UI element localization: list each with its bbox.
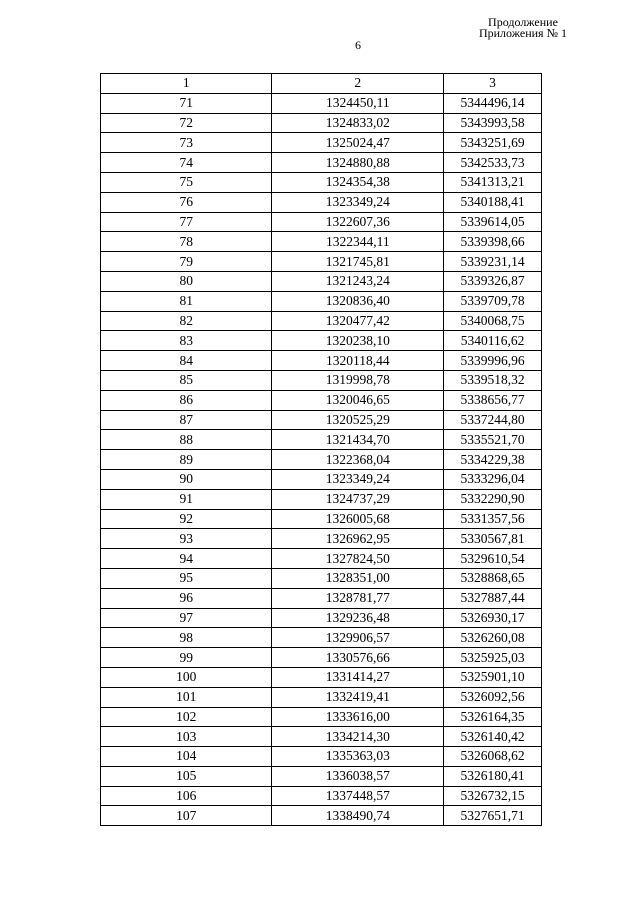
point-number-cell: 93 (101, 529, 272, 549)
x-coordinate-cell: 1337448,57 (272, 786, 444, 806)
point-number-cell: 106 (101, 786, 272, 806)
y-coordinate-cell: 5327887,44 (444, 588, 542, 608)
x-coordinate-cell: 1331414,27 (272, 667, 444, 687)
table-row (101, 192, 542, 212)
x-coordinate-cell: 1329906,57 (272, 628, 444, 648)
y-coordinate-cell: 5343993,58 (444, 113, 542, 133)
point-number-cell: 78 (101, 232, 272, 252)
table-row (101, 608, 542, 628)
table-row (101, 568, 542, 588)
point-number-cell: 96 (101, 588, 272, 608)
point-number-cell: 77 (101, 212, 272, 232)
x-coordinate-cell: 1324833,02 (272, 113, 444, 133)
point-number-cell: 86 (101, 390, 272, 410)
table-row (101, 707, 542, 727)
x-coordinate-cell: 1325024,47 (272, 133, 444, 153)
x-coordinate-cell: 1328781,77 (272, 588, 444, 608)
y-coordinate-cell: 5326930,17 (444, 608, 542, 628)
table-row (101, 113, 542, 133)
note-line-2: Приложения № 1 (478, 26, 568, 40)
x-coordinate-cell: 1323349,24 (272, 192, 444, 212)
y-coordinate-cell: 5337244,80 (444, 410, 542, 430)
point-number-cell: 95 (101, 568, 272, 588)
y-coordinate-cell: 5326068,62 (444, 747, 542, 767)
x-coordinate-cell: 1324737,29 (272, 489, 444, 509)
x-coordinate-cell: 1321243,24 (272, 271, 444, 291)
point-number-cell: 76 (101, 192, 272, 212)
y-coordinate-cell: 5339709,78 (444, 291, 542, 311)
point-number-cell: 71 (101, 93, 272, 113)
table-row (101, 766, 542, 786)
point-number-cell: 73 (101, 133, 272, 153)
y-coordinate-cell: 5332290,90 (444, 489, 542, 509)
x-coordinate-cell: 1335363,03 (272, 747, 444, 767)
table-row (101, 450, 542, 470)
x-coordinate-cell: 1332419,41 (272, 687, 444, 707)
table-row (101, 430, 542, 450)
point-number-cell: 72 (101, 113, 272, 133)
x-coordinate-cell: 1319998,78 (272, 370, 444, 390)
point-number-cell: 82 (101, 311, 272, 331)
x-coordinate-cell: 1329236,48 (272, 608, 444, 628)
y-coordinate-cell: 5329610,54 (444, 549, 542, 569)
table-row (101, 529, 542, 549)
column-header: 1 (101, 74, 272, 94)
point-number-cell: 97 (101, 608, 272, 628)
table-row (101, 390, 542, 410)
table-row (101, 469, 542, 489)
point-number-cell: 102 (101, 707, 272, 727)
y-coordinate-cell: 5339231,14 (444, 252, 542, 272)
y-coordinate-cell: 5328868,65 (444, 568, 542, 588)
point-number-cell: 74 (101, 153, 272, 173)
table-row (101, 252, 542, 272)
table-row (101, 687, 542, 707)
x-coordinate-cell: 1324354,38 (272, 172, 444, 192)
y-coordinate-cell: 5326260,08 (444, 628, 542, 648)
x-coordinate-cell: 1336038,57 (272, 766, 444, 786)
table-header-row (101, 74, 542, 94)
column-header: 3 (444, 74, 542, 94)
table-row (101, 351, 542, 371)
table-row (101, 628, 542, 648)
table-row (101, 806, 542, 826)
y-coordinate-cell: 5326732,15 (444, 786, 542, 806)
y-coordinate-cell: 5330567,81 (444, 529, 542, 549)
x-coordinate-cell: 1320118,44 (272, 351, 444, 371)
table-row (101, 588, 542, 608)
x-coordinate-cell: 1326005,68 (272, 509, 444, 529)
y-coordinate-cell: 5326092,56 (444, 687, 542, 707)
y-coordinate-cell: 5333296,04 (444, 469, 542, 489)
y-coordinate-cell: 5325925,03 (444, 648, 542, 668)
note-line-1: Продолжение (488, 15, 558, 29)
table-row (101, 509, 542, 529)
x-coordinate-cell: 1328351,00 (272, 568, 444, 588)
point-number-cell: 75 (101, 172, 272, 192)
table-row (101, 331, 542, 351)
table-row (101, 271, 542, 291)
x-coordinate-cell: 1322344,11 (272, 232, 444, 252)
point-number-cell: 100 (101, 667, 272, 687)
x-coordinate-cell: 1326962,95 (272, 529, 444, 549)
y-coordinate-cell: 5339326,87 (444, 271, 542, 291)
table-row (101, 648, 542, 668)
point-number-cell: 98 (101, 628, 272, 648)
y-coordinate-cell: 5334229,38 (444, 450, 542, 470)
table-row (101, 410, 542, 430)
point-number-cell: 83 (101, 331, 272, 351)
y-coordinate-cell: 5327651,71 (444, 806, 542, 826)
x-coordinate-cell: 1320238,10 (272, 331, 444, 351)
y-coordinate-cell: 5326140,42 (444, 727, 542, 747)
point-number-cell: 104 (101, 747, 272, 767)
point-number-cell: 107 (101, 806, 272, 826)
table-row (101, 747, 542, 767)
y-coordinate-cell: 5339996,96 (444, 351, 542, 371)
point-number-cell: 89 (101, 450, 272, 470)
table-row (101, 212, 542, 232)
page-number: 6 (355, 38, 361, 52)
y-coordinate-cell: 5340068,75 (444, 311, 542, 331)
table-row (101, 311, 542, 331)
table-body (101, 93, 542, 825)
table-row (101, 153, 542, 173)
appendix-continuation-note (458, 17, 588, 39)
table-row (101, 291, 542, 311)
y-coordinate-cell: 5340116,62 (444, 331, 542, 351)
y-coordinate-cell: 5338656,77 (444, 390, 542, 410)
table-row (101, 549, 542, 569)
x-coordinate-cell: 1320477,42 (272, 311, 444, 331)
point-number-cell: 87 (101, 410, 272, 430)
y-coordinate-cell: 5335521,70 (444, 430, 542, 450)
point-number-cell: 94 (101, 549, 272, 569)
point-number-cell: 91 (101, 489, 272, 509)
x-coordinate-cell: 1322607,36 (272, 212, 444, 232)
y-coordinate-cell: 5339398,66 (444, 232, 542, 252)
x-coordinate-cell: 1338490,74 (272, 806, 444, 826)
point-number-cell: 101 (101, 687, 272, 707)
coordinates-table (100, 73, 542, 826)
y-coordinate-cell: 5339614,05 (444, 212, 542, 232)
x-coordinate-cell: 1320046,65 (272, 390, 444, 410)
table-row (101, 667, 542, 687)
table-row (101, 370, 542, 390)
table-row (101, 133, 542, 153)
x-coordinate-cell: 1320525,29 (272, 410, 444, 430)
table-row (101, 489, 542, 509)
x-coordinate-cell: 1322368,04 (272, 450, 444, 470)
point-number-cell: 85 (101, 370, 272, 390)
table-row (101, 727, 542, 747)
x-coordinate-cell: 1324880,88 (272, 153, 444, 173)
x-coordinate-cell: 1323349,24 (272, 469, 444, 489)
column-header: 2 (272, 74, 444, 94)
point-number-cell: 105 (101, 766, 272, 786)
y-coordinate-cell: 5344496,14 (444, 93, 542, 113)
y-coordinate-cell: 5325901,10 (444, 667, 542, 687)
table-row (101, 172, 542, 192)
x-coordinate-cell: 1330576,66 (272, 648, 444, 668)
table-row (101, 93, 542, 113)
point-number-cell: 92 (101, 509, 272, 529)
x-coordinate-cell: 1333616,00 (272, 707, 444, 727)
point-number-cell: 80 (101, 271, 272, 291)
y-coordinate-cell: 5326180,41 (444, 766, 542, 786)
x-coordinate-cell: 1334214,30 (272, 727, 444, 747)
table-row (101, 232, 542, 252)
y-coordinate-cell: 5341313,21 (444, 172, 542, 192)
x-coordinate-cell: 1321434,70 (272, 430, 444, 450)
y-coordinate-cell: 5339518,32 (444, 370, 542, 390)
y-coordinate-cell: 5326164,35 (444, 707, 542, 727)
x-coordinate-cell: 1320836,40 (272, 291, 444, 311)
point-number-cell: 99 (101, 648, 272, 668)
point-number-cell: 79 (101, 252, 272, 272)
y-coordinate-cell: 5331357,56 (444, 509, 542, 529)
point-number-cell: 103 (101, 727, 272, 747)
point-number-cell: 90 (101, 469, 272, 489)
y-coordinate-cell: 5343251,69 (444, 133, 542, 153)
point-number-cell: 81 (101, 291, 272, 311)
y-coordinate-cell: 5340188,41 (444, 192, 542, 212)
x-coordinate-cell: 1321745,81 (272, 252, 444, 272)
y-coordinate-cell: 5342533,73 (444, 153, 542, 173)
x-coordinate-cell: 1324450,11 (272, 93, 444, 113)
point-number-cell: 88 (101, 430, 272, 450)
point-number-cell: 84 (101, 351, 272, 371)
table-row (101, 786, 542, 806)
x-coordinate-cell: 1327824,50 (272, 549, 444, 569)
